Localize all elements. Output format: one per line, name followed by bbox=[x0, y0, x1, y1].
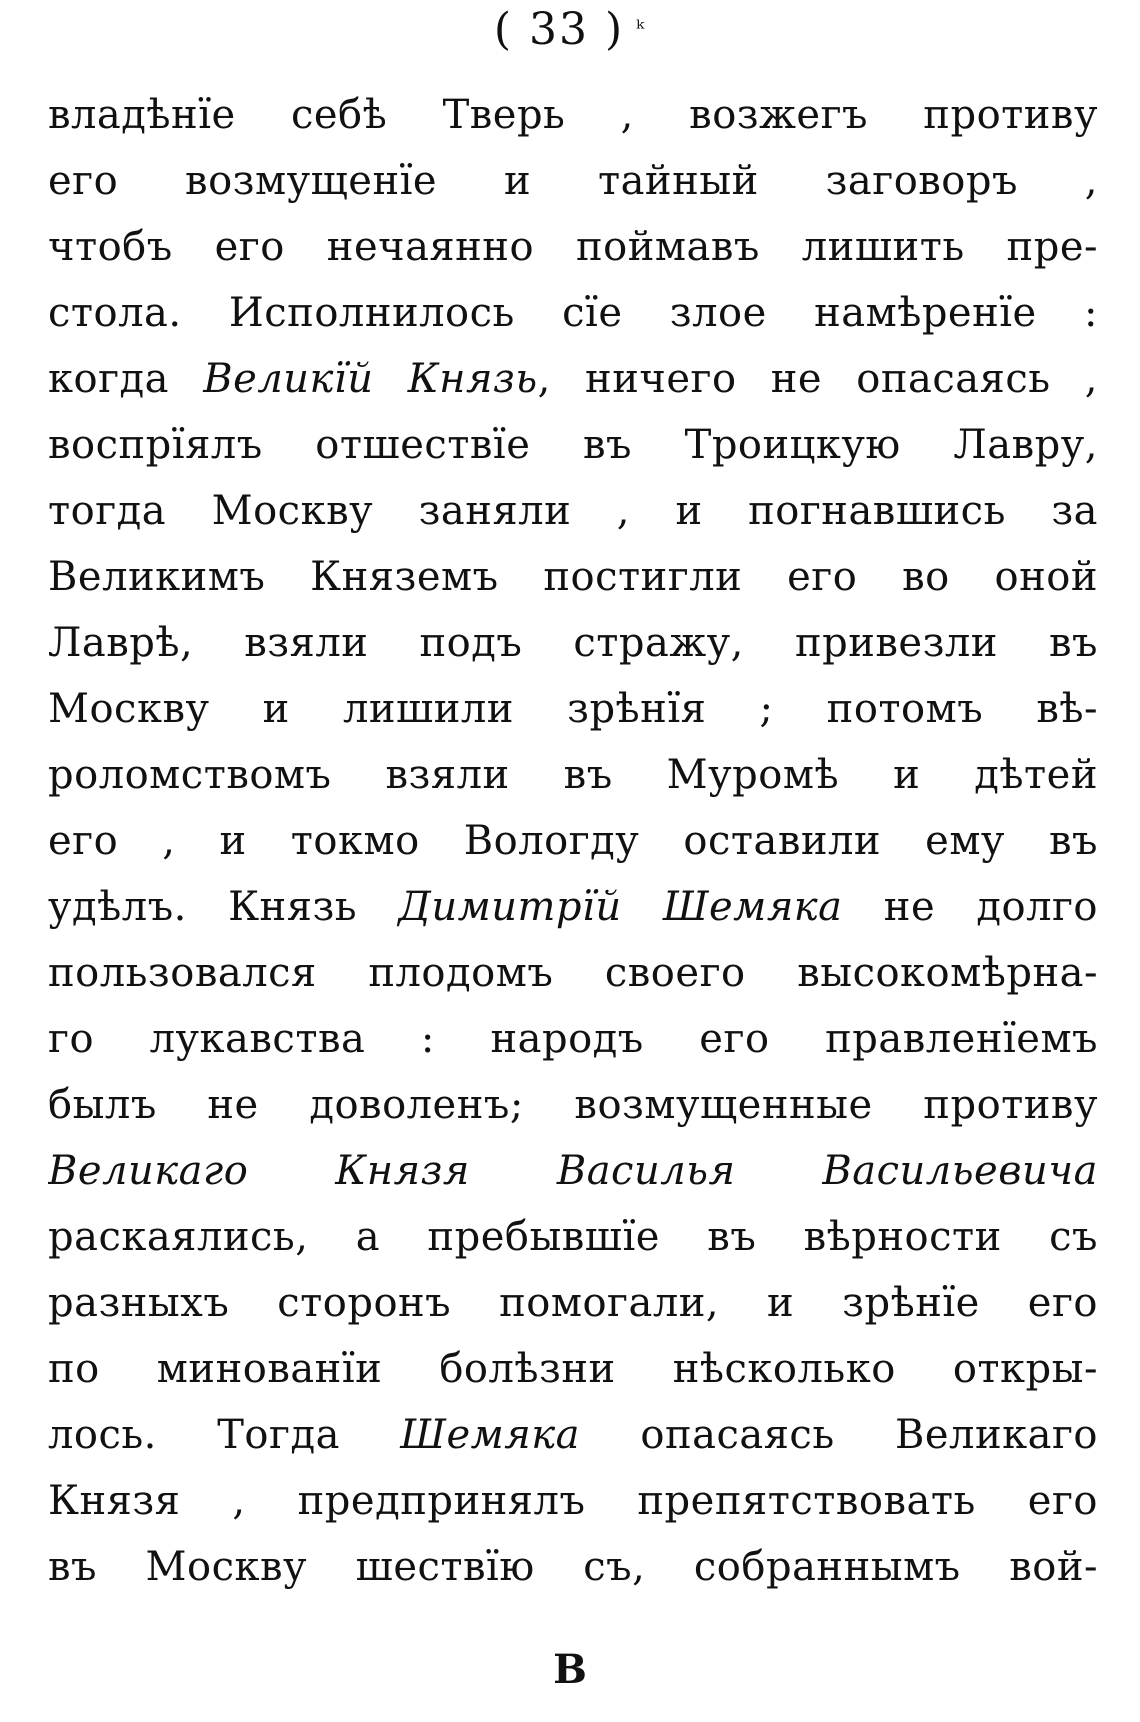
text-line bbox=[48, 478, 1098, 544]
text-line bbox=[48, 82, 1098, 148]
text-run: воспрїялъ отшествїе въ Троицкую Лавру, bbox=[48, 422, 1098, 468]
text-run: чтобъ его нечаянно поймавъ лишить пре- bbox=[48, 224, 1098, 270]
text-run: его возмущенїе и тайный заговоръ , bbox=[48, 158, 1098, 204]
text-run: пользовался плодомъ своего высокомѣрна- bbox=[48, 950, 1098, 996]
text-line bbox=[48, 676, 1098, 742]
text-line bbox=[48, 874, 1098, 940]
italic-name: Димитрїй Шемяка bbox=[398, 884, 843, 930]
page-number: ( 33 ) bbox=[493, 4, 625, 55]
signature-mark: В bbox=[553, 1646, 587, 1693]
text-run: по минованїи болѣзни нѣсколько откры- bbox=[48, 1346, 1098, 1392]
text-run: роломствомъ взяли въ Муромѣ и дѣтей bbox=[48, 752, 1098, 798]
text-line bbox=[48, 742, 1098, 808]
text-run: когда bbox=[48, 356, 204, 402]
text-run: не долго bbox=[842, 884, 1098, 930]
text-run: го лукавства : народъ его правленїемъ bbox=[48, 1016, 1098, 1062]
text-run: Лаврѣ, взяли подъ стражу, привезли въ bbox=[48, 620, 1098, 666]
text-run: разныхъ сторонъ помогали, и зрѣнїе его bbox=[48, 1280, 1098, 1326]
text-line bbox=[48, 1402, 1098, 1468]
italic-name: Великїй Князь bbox=[203, 356, 538, 402]
body-text bbox=[48, 82, 1098, 1600]
text-run: лось. Тогда bbox=[48, 1412, 401, 1458]
text-run: удѣлъ. Князь bbox=[48, 884, 399, 930]
text-run: Великимъ Княземъ постигли его во оной bbox=[48, 554, 1098, 600]
text-line bbox=[48, 148, 1098, 214]
text-line bbox=[48, 1006, 1098, 1072]
text-run: тогда Москву заняли , и погнавшись за bbox=[48, 488, 1098, 534]
text-line bbox=[48, 1534, 1098, 1600]
corner-mark: ᵏ bbox=[636, 17, 647, 42]
italic-name: Великаго Князя Василья Васильевича bbox=[48, 1148, 1098, 1194]
italic-name: Шемяка bbox=[400, 1412, 580, 1458]
text-line bbox=[48, 1468, 1098, 1534]
text-run: раскаялись, а пребывшїе въ вѣрности съ bbox=[48, 1214, 1098, 1260]
text-run: былъ не доволенъ; возмущенные противу bbox=[48, 1082, 1098, 1128]
text-line bbox=[48, 1204, 1098, 1270]
text-line bbox=[48, 214, 1098, 280]
text-line bbox=[48, 544, 1098, 610]
text-run: стола. Исполнилось сїе злое намѣренїе : bbox=[48, 290, 1098, 336]
text-run: въ Москву шествїю съ, собраннымъ вой- bbox=[48, 1544, 1098, 1590]
text-run: Князя , предпринялъ препятствовать его bbox=[48, 1478, 1098, 1524]
text-run: опасаясь Великаго bbox=[580, 1412, 1098, 1458]
text-line bbox=[48, 1072, 1098, 1138]
page-header bbox=[0, 0, 1140, 60]
text-line bbox=[48, 1336, 1098, 1402]
text-run: его , и токмо Вологду оставили ему въ bbox=[48, 818, 1098, 864]
text-line bbox=[48, 808, 1098, 874]
text-line bbox=[48, 412, 1098, 478]
text-line bbox=[48, 280, 1098, 346]
text-line bbox=[48, 610, 1098, 676]
text-line bbox=[48, 346, 1098, 412]
text-line bbox=[48, 940, 1098, 1006]
text-line bbox=[48, 1138, 1098, 1204]
text-run: Москву и лишили зрѣнїя ; потомъ вѣ- bbox=[48, 686, 1098, 732]
text-run: , ничего не опасаясь , bbox=[537, 356, 1098, 402]
text-line bbox=[48, 1270, 1098, 1336]
text-run: владѣнїе себѣ Тверь , возжегъ противу bbox=[48, 92, 1098, 138]
